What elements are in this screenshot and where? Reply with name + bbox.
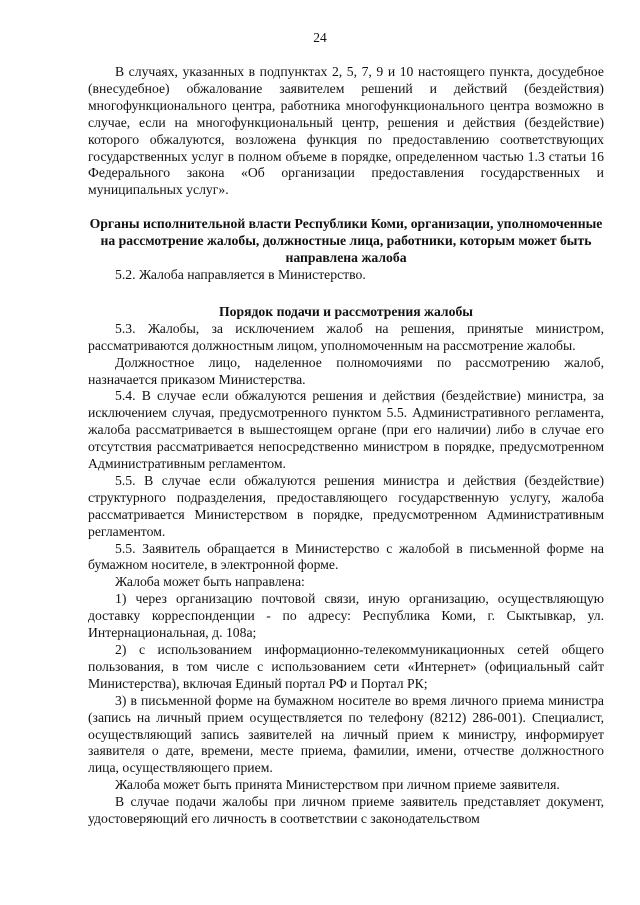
list-item-internet: 2) с использованием информационно-телекоммуникационных сетей общего пользования, в том числе с использованием сети «Интернет» (официальный сайт Министерства), включая Единый портал РФ и Портал РК; xyxy=(88,642,604,691)
spacer xyxy=(88,199,604,216)
paragraph-5-5-minister: 5.5. В случае если обжалуются решения министра и действия (бездействие) структурного подразделения, предоставляющего государственную услугу, жалоба рассматривается Министерством в порядке, предусмотренном Административным регламентом. xyxy=(88,472,604,539)
paragraph-may-be-sent: Жалоба может быть направлена: xyxy=(115,574,305,590)
paragraph-5-2: 5.2. Жалоба направляется в Министерство. xyxy=(115,266,366,282)
list-item-personal-reception: 3) в письменной форме на бумажном носителе во время личного приема министра (запись на личный прием осуществляется по телефону (8212) 286-001). Специалист, осуществляющий запись заявителей на личный прием к министру, информирует заявителя о дате, времени, месте приема, фамилии, имени, отчестве должностного лица, осуществляющего прием. xyxy=(88,692,604,776)
paragraph-5-4: 5.4. В случае если обжалуются решения и действия (бездействие) министра, за исключением случая, предусмотренного пунктом 5.5. Административного регламента, жалоба рассматривается в вышестоящем органе (при его наличии) либо в случае его отсутствия рассматривается непосредственно министром в порядке, предусмотренном Административным регламентом. xyxy=(88,388,604,472)
paragraph-mfc-appeal: В случаях, указанных в подпунктах 2, 5, 7, 9 и 10 настоящего пункта, досудебное (внесудебное) обжалование заявителем решений и действий (бездействия) многофункционального центра, работника многофункционального центра возможно в случае, если на многофункциональный центр, решения и действия (бездействие) которого обжалуются, возложена функция по предоставлению соответствующих государственных услуг в полном объеме в порядке, определенном частью 1.3 статьи 16 Федерального закона «Об организации предоставления государственных и муниципальных услуг». xyxy=(88,64,604,198)
section-heading-procedure: Порядок подачи и рассмотрения жалобы xyxy=(218,303,473,319)
paragraph-accepted-personally: Жалоба может быть принята Министерством при личном приеме заявителя. xyxy=(115,777,560,793)
paragraph-identity-document: В случае подачи жалобы при личном приеме заявитель представляет документ, удостоверяющий его личность в соответствии с законодательством xyxy=(88,794,604,827)
paragraph-official-appointed: Должностное лицо, наделенное полномочиями по рассмотрению жалоб, назначается приказом Министерства. xyxy=(88,354,604,387)
page-number: 24 xyxy=(313,30,327,45)
spacer xyxy=(88,284,604,304)
page-content xyxy=(88,64,604,828)
list-item-postal: 1) через организацию почтовой связи, иную организацию, осуществляющую доставку корреспонденции - по адресу: Республика Коми, г. Сыктывкар, ул. Интернациональная, д. 108а; xyxy=(88,591,604,641)
paragraph-5-5-applicant: 5.5. Заявитель обращается в Министерство с жалобой в письменной форме на бумажном носителе, в электронной форме. xyxy=(88,540,604,573)
paragraph-5-3: 5.3. Жалобы, за исключением жалоб на решения, принятые министром, рассматриваются должностным лицом, уполномоченным на рассмотрение жалобы. xyxy=(88,320,604,353)
section-heading-authorities: Органы исполнительной власти Республики Коми, организации, уполномоченные на рассмотрение жалобы, должностные лица, работники, которым может быть направлена жалоба xyxy=(89,216,603,266)
